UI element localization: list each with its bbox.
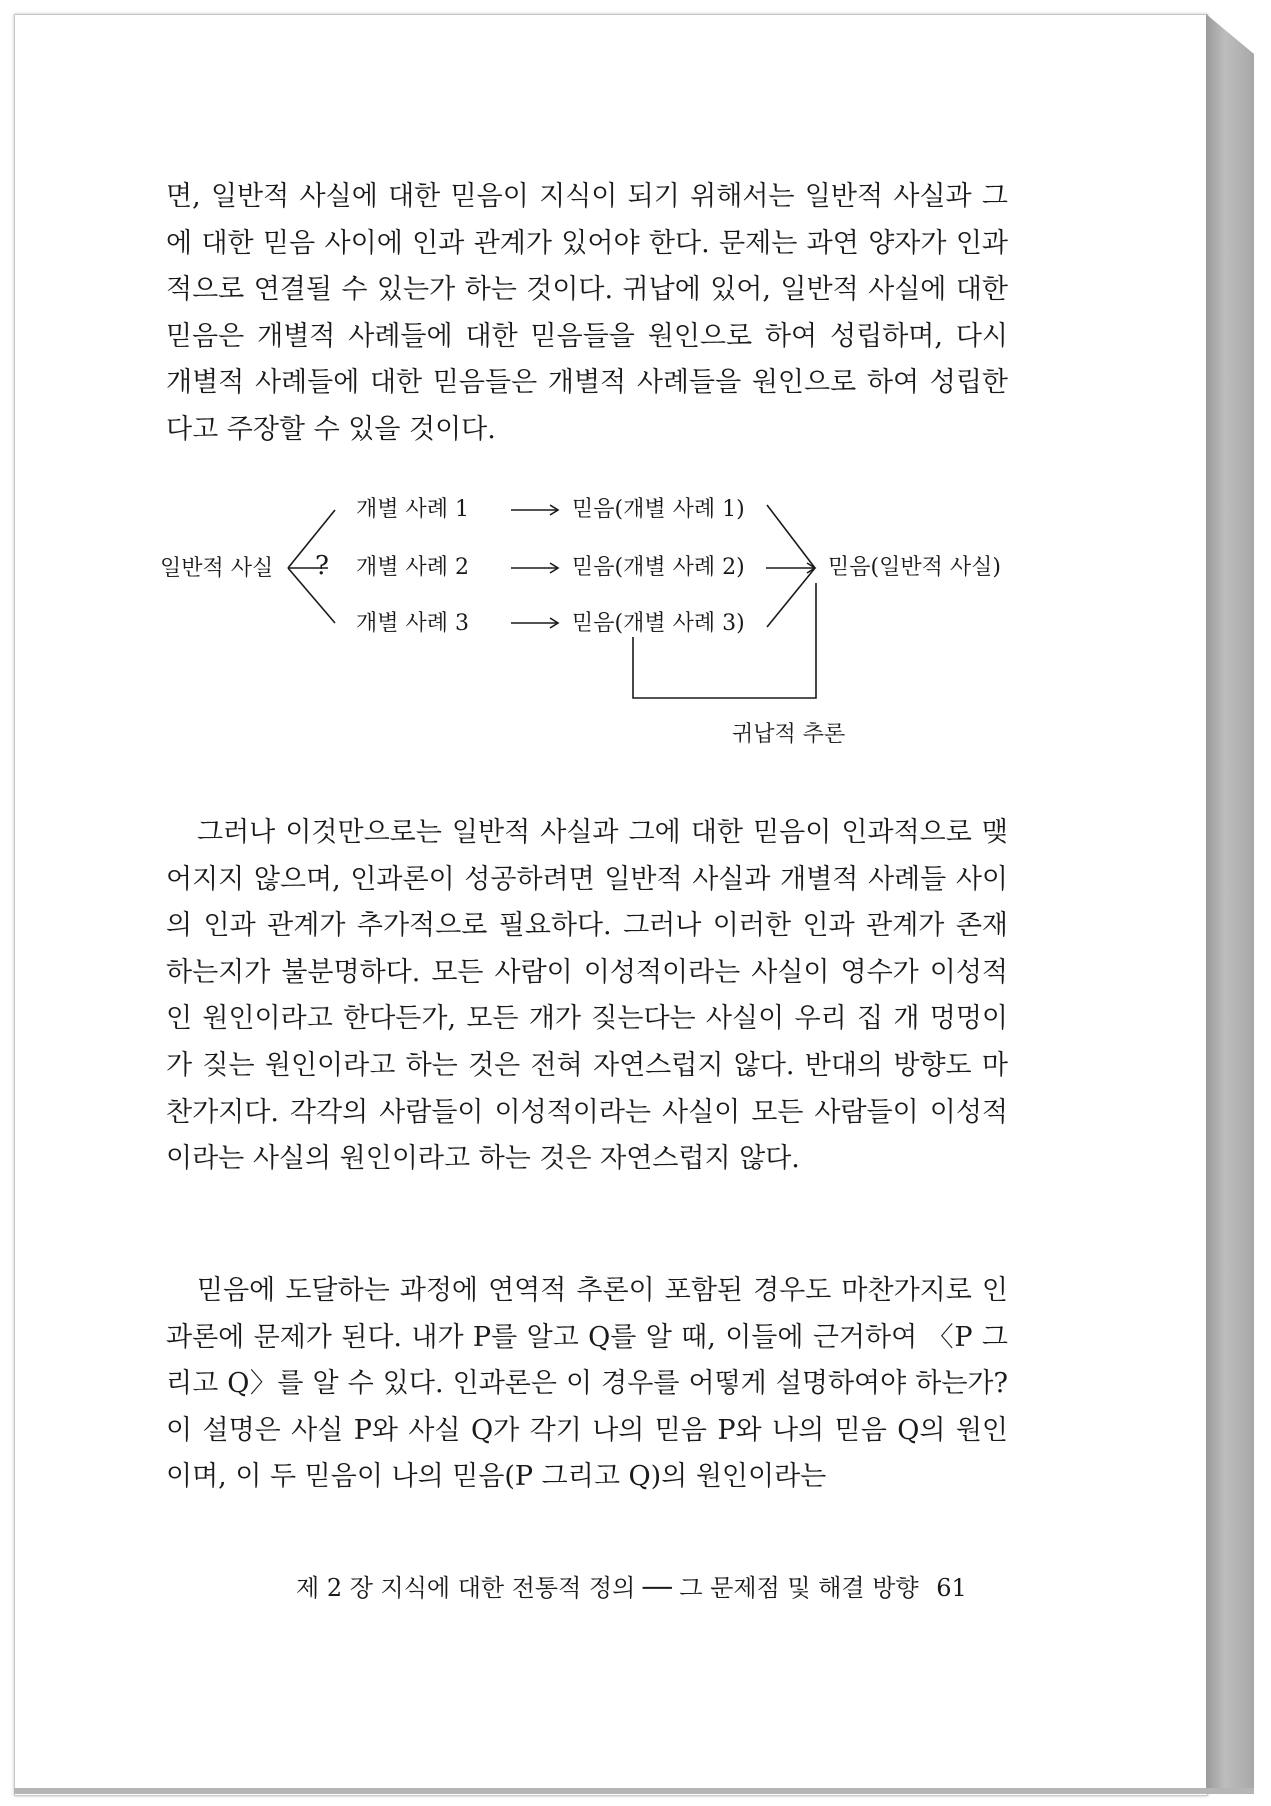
diagram-belief-3: 믿음(개별 사례 3): [572, 611, 745, 636]
induction-diagram: [160, 497, 1020, 755]
diagram-question-mark: ?: [315, 551, 329, 581]
diagram-case-1: 개별 사례 1: [356, 497, 469, 522]
page-bottom-shadow: [14, 1788, 1254, 1794]
page-number: 61: [936, 1574, 967, 1602]
running-title: 제 2 장 지식에 대한 전통적 정의 ── 그 문제점 및 해결 방향: [296, 1574, 919, 1602]
diagram-source: 일반적 사실: [160, 556, 274, 581]
page-footer: [296, 1573, 996, 1603]
case-arrow-2: [511, 563, 558, 573]
paragraph-3: 믿음에 도달하는 과정에 연역적 추론이 포함된 경우도 마찬가지로 인과론에 문제가 된다. 내가 P를 알고 Q를 알 때, 이들에 근거하여 〈P 그리고 Q〉를 알 수 있다. 인과론은 이 경우를 어떻게 설명하여야 하는가? 이 설명은 사실 P와 사실 Q가 각기 나의 믿음 P와 나의 믿음 Q의 원인이며, 이 두 믿음이 나의 믿음(P 그리고 Q)의 원인이라는: [166, 1275, 1008, 1493]
paragraph-1: 면, 일반적 사실에 대한 믿음이 지식이 되기 위해서는 일반적 사실과 그에 대한 믿음 사이에 인과 관계가 있어야 한다. 문제는 과연 양자가 인과적으로 연결될 수 있는가 하는 것이다. 귀납에 있어, 일반적 사실에 대한 믿음은 개별적 사례들에 대한 믿음들을 원인으로 하여 성립하며, 다시 개별적 사례들에 대한 믿음들은 개별적 사례들을 원인으로 하여 성립한다고 주장할 수 있을 것이다.: [166, 181, 1008, 445]
diagram-case-2: 개별 사례 2: [356, 555, 469, 580]
diagram-belief-2: 믿음(개별 사례 2): [572, 555, 745, 580]
diagram-belief-1: 믿음(개별 사례 1): [572, 497, 745, 522]
diagram-result: 믿음(일반적 사실): [828, 555, 1001, 580]
page-edge-shadow: [1206, 14, 1254, 1794]
case-arrow-3: [511, 618, 558, 628]
diagram-caption: 귀납적 추론: [732, 722, 846, 747]
converge-line-top: [767, 505, 815, 568]
diagram-case-3: 개별 사례 3: [356, 611, 469, 636]
converge-line-bottom: [767, 568, 815, 627]
paragraph-2: 그러나 이것만으로는 일반적 사실과 그에 대한 믿음이 인과적으로 맺어지지 않으며, 인과론이 성공하려면 일반적 사실과 개별적 사례들 사이의 인과 관계가 추가적으로 필요하다. 그러나 이러한 인과 관계가 존재하는지가 불분명하다. 모든 사람이 이성적이라는 사실이 영수가 이성적인 원인이라고 한다든가, 모든 개가 짖는다는 사실이 우리 집 개 멍멍이가 짖는 원인이라고 하는 것은 전혀 자연스럽지 않다. 반대의 방향도 마찬가지다. 각각의 사람들이 이성적이라는 사실이 모든 사람들이 이성적이라는 사실의 원인이라고 하는 것은 자연스럽지 않다.: [166, 817, 1008, 1175]
